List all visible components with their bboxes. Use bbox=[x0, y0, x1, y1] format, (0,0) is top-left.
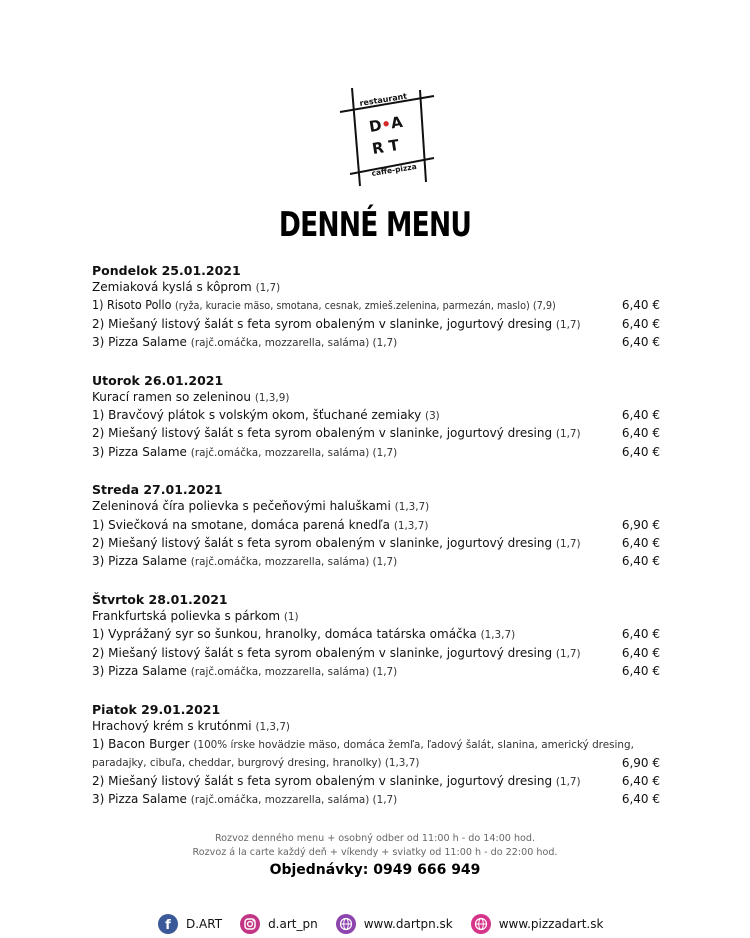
facebook-icon bbox=[158, 914, 178, 934]
item-note: (1,7) bbox=[555, 647, 581, 660]
menu-item bbox=[92, 316, 664, 334]
page-title: DENNÉ MENU bbox=[278, 205, 472, 245]
item-name: 2) Miešaný listový šalát s feta syrom obaleným v slaninke, jogurtový dresing bbox=[92, 536, 553, 551]
soup-allergens: (1,3,7) bbox=[394, 501, 430, 514]
menu-item bbox=[92, 645, 664, 663]
item-note: (ryža, kuracie mäso, smotana, cesnak, zmieš.zelenina, parmezán, maslo) (7,9) bbox=[175, 300, 556, 313]
item-note: (rajč.omáčka, mozzarella, saláma) (1,7) bbox=[190, 337, 398, 350]
delivery-line: Rozvoz á la carte každý deň + víkendy + sviatky od 11:00 h - do 22:00 hod. bbox=[192, 846, 558, 858]
social-web-pizzadart[interactable] bbox=[471, 914, 604, 934]
menu-item bbox=[92, 626, 664, 644]
menu-item bbox=[92, 425, 664, 443]
soup-line bbox=[92, 608, 664, 626]
soup-line bbox=[92, 279, 664, 297]
day-block bbox=[92, 372, 664, 463]
item-price: 6,40 € bbox=[621, 554, 660, 569]
logo-row2: R T bbox=[370, 135, 401, 158]
menu-item bbox=[92, 297, 664, 315]
soup-line bbox=[92, 498, 664, 516]
social-facebook[interactable] bbox=[158, 914, 222, 934]
item-price: 6,90 € bbox=[621, 517, 660, 532]
item-name: 2) Miešaný listový šalát s feta syrom obaleným v slaninke, jogurtový dresing bbox=[92, 426, 553, 441]
menu-item bbox=[92, 736, 658, 773]
item-note: (1,7) bbox=[555, 428, 581, 441]
item-price: 6,40 € bbox=[621, 316, 660, 331]
item-note: (1,7) bbox=[555, 538, 581, 551]
item-name: 1) Vyprážaný syr so šunkou, hranolky, domáca tatárska omáčka bbox=[92, 627, 477, 642]
delivery-line: Rozvoz denného menu + osobný odber od 11:00 h - do 14:00 hod. bbox=[214, 833, 536, 844]
menu-item bbox=[92, 517, 664, 535]
item-name: 1) Risoto Pollo bbox=[92, 298, 172, 313]
social-web-dartpn[interactable] bbox=[336, 914, 453, 934]
item-price: 6,40 € bbox=[621, 627, 660, 642]
item-price: 6,40 € bbox=[621, 773, 660, 788]
soup-allergens: (1,3,7) bbox=[255, 720, 290, 733]
soup-name: Zeleninová číra polievka s pečeňovými haluškami bbox=[92, 499, 391, 514]
social-label: D.ART bbox=[186, 917, 223, 931]
item-name: 3) Pizza Salame bbox=[92, 335, 187, 350]
day-block bbox=[92, 591, 664, 682]
instagram-icon bbox=[240, 914, 260, 934]
item-note: (3) bbox=[425, 410, 440, 423]
day-block bbox=[92, 481, 664, 572]
day-heading: Piatok 29.01.2021 bbox=[92, 701, 221, 717]
svg-text:f: f bbox=[165, 918, 171, 933]
logo-graphic bbox=[338, 76, 442, 188]
item-note: (1,7) bbox=[555, 775, 581, 788]
globe-icon bbox=[336, 914, 356, 934]
item-price: 6,40 € bbox=[621, 664, 660, 679]
day-block bbox=[92, 262, 664, 353]
globe-icon bbox=[471, 914, 491, 934]
soup-name: Zemiaková kyslá s kôprom bbox=[92, 280, 252, 294]
menu-item bbox=[92, 773, 664, 791]
menu-item bbox=[92, 535, 664, 553]
soup-line bbox=[92, 389, 664, 407]
social-label: d.art_pn bbox=[268, 917, 318, 931]
item-note: (rajč.omáčka, mozzarella, saláma) (1,7) bbox=[190, 556, 398, 569]
soup-name: Hrachový krém s krutónmi bbox=[92, 718, 252, 733]
item-price: 6,40 € bbox=[621, 536, 660, 551]
item-price: 6,40 € bbox=[621, 792, 660, 807]
item-note: (100% írske hovädzie mäso, domáca žemľa, ľadový šalát, slanina, americký dresing, paradajky, cibuľa, cheddar, burgrový dresing, hranolky) (1,3,7) bbox=[92, 738, 634, 770]
menu-item bbox=[92, 334, 664, 352]
item-name: 1) Bravčový plátok s volským okom, šťuchané zemiaky bbox=[92, 408, 422, 423]
logo-bottom-text: caffe-pizza bbox=[370, 161, 418, 178]
item-price: 6,40 € bbox=[621, 408, 660, 423]
item-price: 6,40 € bbox=[621, 444, 660, 459]
item-price: 6,90 € bbox=[621, 756, 660, 771]
soup-name: Frankfurtská polievka s párkom bbox=[92, 608, 281, 623]
item-price: 6,40 € bbox=[621, 335, 660, 350]
logo-top-text: restaurant bbox=[358, 91, 408, 108]
item-name: 3) Pizza Salame bbox=[92, 664, 187, 679]
item-name: 3) Pizza Salame bbox=[92, 554, 187, 569]
menu-item bbox=[92, 553, 664, 571]
menu-item bbox=[92, 663, 664, 681]
social-instagram[interactable] bbox=[240, 914, 318, 934]
item-note: (1,3,7) bbox=[480, 629, 516, 642]
item-note: (1,7) bbox=[555, 318, 581, 331]
item-price: 6,40 € bbox=[621, 426, 660, 441]
item-price: 6,40 € bbox=[621, 645, 660, 660]
order-phone[interactable]: : 0949 666 949 bbox=[362, 862, 481, 878]
item-name: 1) Bacon Burger bbox=[92, 736, 190, 751]
item-name: 2) Miešaný listový šalát s feta syrom obaleným v slaninke, jogurtový dresing bbox=[92, 645, 553, 660]
item-price: 6,40 € bbox=[621, 298, 660, 313]
dart-logo bbox=[338, 76, 442, 188]
day-heading: Streda 27.01.2021 bbox=[92, 482, 223, 498]
soup-line bbox=[92, 718, 664, 736]
menu-item bbox=[92, 444, 664, 462]
day-heading: Štvrtok 28.01.2021 bbox=[92, 591, 228, 607]
soup-allergens: (1,7) bbox=[255, 282, 281, 294]
item-note: (1,3,7) bbox=[393, 519, 429, 532]
social-label: www.dartpn.sk bbox=[363, 917, 453, 931]
order-info bbox=[0, 862, 750, 878]
social-label: www.pizzadart.sk bbox=[498, 917, 604, 931]
logo-row1: D•A bbox=[367, 112, 404, 136]
item-note: (rajč.omáčka, mozzarella, saláma) (1,7) bbox=[190, 446, 398, 459]
item-name: 3) Pizza Salame bbox=[92, 792, 187, 807]
order-label: Objednávky bbox=[269, 862, 363, 878]
item-name: 2) Miešaný listový šalát s feta syrom obaleným v slaninke, jogurtový dresing bbox=[92, 316, 553, 331]
item-note: (rajč.omáčka, mozzarella, saláma) (1,7) bbox=[190, 666, 398, 679]
day-heading: Utorok 26.01.2021 bbox=[92, 372, 224, 388]
item-name: 2) Miešaný listový šalát s feta syrom obaleným v slaninke, jogurtový dresing bbox=[92, 773, 553, 788]
menu-item bbox=[92, 791, 664, 809]
social-links bbox=[158, 912, 621, 936]
item-note: (rajč.omáčka, mozzarella, saláma) (1,7) bbox=[190, 794, 398, 807]
item-name: 3) Pizza Salame bbox=[92, 444, 187, 459]
soup-allergens: (1) bbox=[283, 610, 299, 623]
soup-name: Kurací ramen so zeleninou bbox=[92, 389, 251, 404]
day-heading: Pondelok 25.01.2021 bbox=[92, 263, 241, 278]
menu-list bbox=[92, 262, 664, 829]
item-name: 1) Sviečková na smotane, domáca parená knedľa bbox=[92, 517, 391, 532]
delivery-info bbox=[0, 832, 750, 859]
soup-allergens: (1,3,9) bbox=[254, 391, 290, 404]
day-block bbox=[92, 701, 664, 810]
menu-item bbox=[92, 407, 664, 425]
